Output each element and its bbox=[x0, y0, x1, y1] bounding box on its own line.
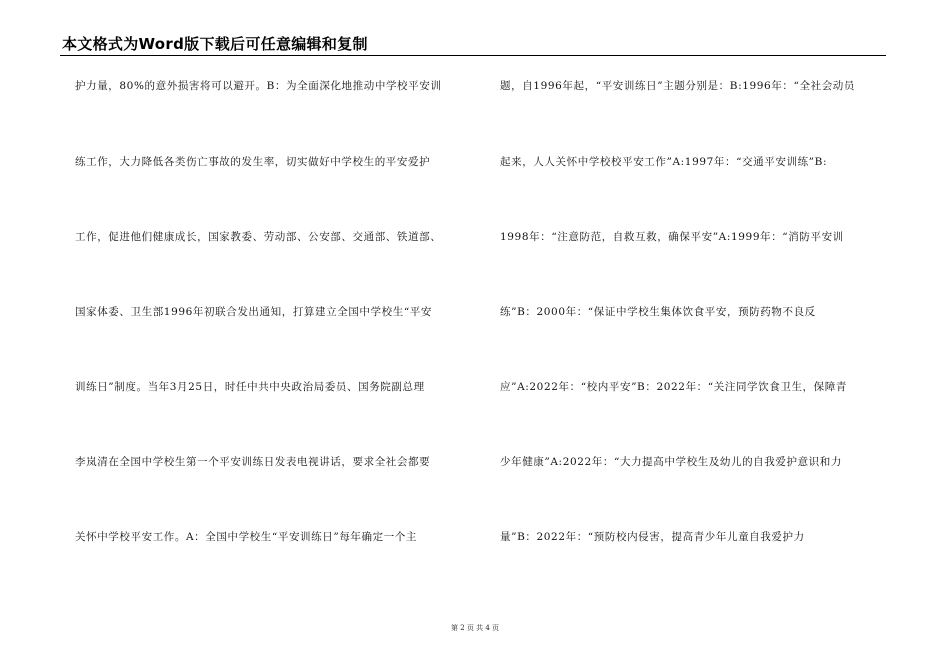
text-line: 量”B：2022年：“预防校内侵害，提高青少年儿童自我爱护力 bbox=[500, 531, 805, 543]
text-line: 训练日”制度。当年3月25日，时任中共中央政治局委员、国务院副总理 bbox=[75, 381, 425, 393]
document-header-title: 本文格式为Word版下载后可任意编辑和复制 bbox=[62, 35, 368, 53]
text-line: 1998年：“注意防范，自救互救，确保平安”A:1999年：“消防平安训 bbox=[500, 231, 844, 243]
text-line: 应”A:2022年：“校内平安”B：2022年：“关注同学饮食卫生，保障青 bbox=[500, 381, 847, 393]
page-number-footer: 第 2 页 共 4 页 bbox=[450, 624, 500, 632]
text-line: 少年健康”A:2022年：“大力提高中学校生及幼儿的自我爱护意识和力 bbox=[500, 456, 842, 468]
text-line: 练”B：2000年：“保证中学校生集体饮食平安，预防药物不良反 bbox=[500, 306, 816, 318]
header-divider bbox=[60, 55, 886, 56]
text-line: 关怀中学校平安工作。A：全国中学校生“平安训练日”每年确定一个主 bbox=[75, 531, 418, 543]
text-line: 护力量，80%的意外损害将可以避开。B：为全面深化地推动中学校平安训 bbox=[75, 80, 442, 92]
text-line: 练工作，大力降低各类伤亡事故的发生率，切实做好中学校生的平安爱护 bbox=[75, 156, 431, 168]
text-line: 李岚清在全国中学校生第一个平安训练日发表电视讲话，要求全社会都要 bbox=[75, 456, 431, 468]
text-line: 起来，人人关怀中学校校平安工作”A:1997年：“交通平安训练”B: bbox=[500, 156, 828, 168]
text-line: 国家体委、卫生部1996年初联合发出通知，打算建立全国中学校生“平安 bbox=[75, 306, 432, 318]
text-line: 工作，促进他们健康成长，国家教委、劳动部、公安部、交通部、铁道部、 bbox=[75, 231, 442, 243]
text-line: 题，自1996年起，“平安训练日”主题分别是：B:1996年：“全社会动员 bbox=[500, 80, 855, 92]
